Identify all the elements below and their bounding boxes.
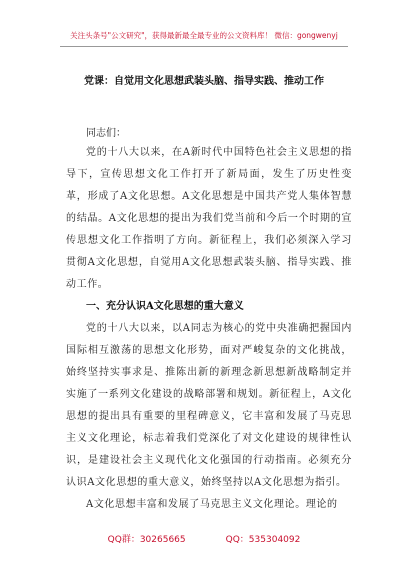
header-notice: 关注头条号"公文研究"，获得最新最全最专业的公文资料库！ 微信：gongwenyj [70,31,338,40]
intro-paragraph: 党的十八大以来，在A新时代中国特色社会主义思想的指导下，宣传思想文化工作打开了新局面，发生了历史性变革，形成了A文化思想。A文化思想是中国共产党人集体智慧的结晶。A文化思想的提出为我们党当前和今后一个时期的宣传思想文化工作指明了方向。新征程上，我们必须深入学习贯彻A文化思想，自觉用A文化思想武装头脑、指导实践、推动工作。 [66,147,352,290]
section-paragraph: A文化思想丰富和发展了马克思主义文化理论。理论的 [86,499,338,510]
section-paragraph: 党的十八大以来，以A同志为核心的党中央准确把握国内国际相互激荡的思想文化形势，面对严峻复杂的文化挑战，始终坚持实事求是、推陈出新的新理念新思想新战略制定并实施了一系列文化建设的战略部署和规划。新征程上，A文化思想的提出具有重要的里程碑意义，它丰富和发展了马克思主义文化理论，标志着我们党深化了对文化建设的规律性认识，是建设社会主义现代化文化强国的行动指南。必须充分认识A文化思想的重大意义，始终坚持以A文化思想为指引。 [66,323,352,488]
salutation: 同志们： [86,128,126,139]
footer-contact [0,532,408,545]
document-body [66,142,352,516]
footer-qq: QQ：535304092 [225,535,301,545]
section-heading: 一、充分认识A文化思想的重大意义 [86,301,244,312]
footer-qq-group: QQ群：30265665 [107,535,186,545]
header-divider [60,46,348,47]
document-title: 党课：自觉用文化思想武装头脑、指导实践、推动工作 [84,76,324,87]
